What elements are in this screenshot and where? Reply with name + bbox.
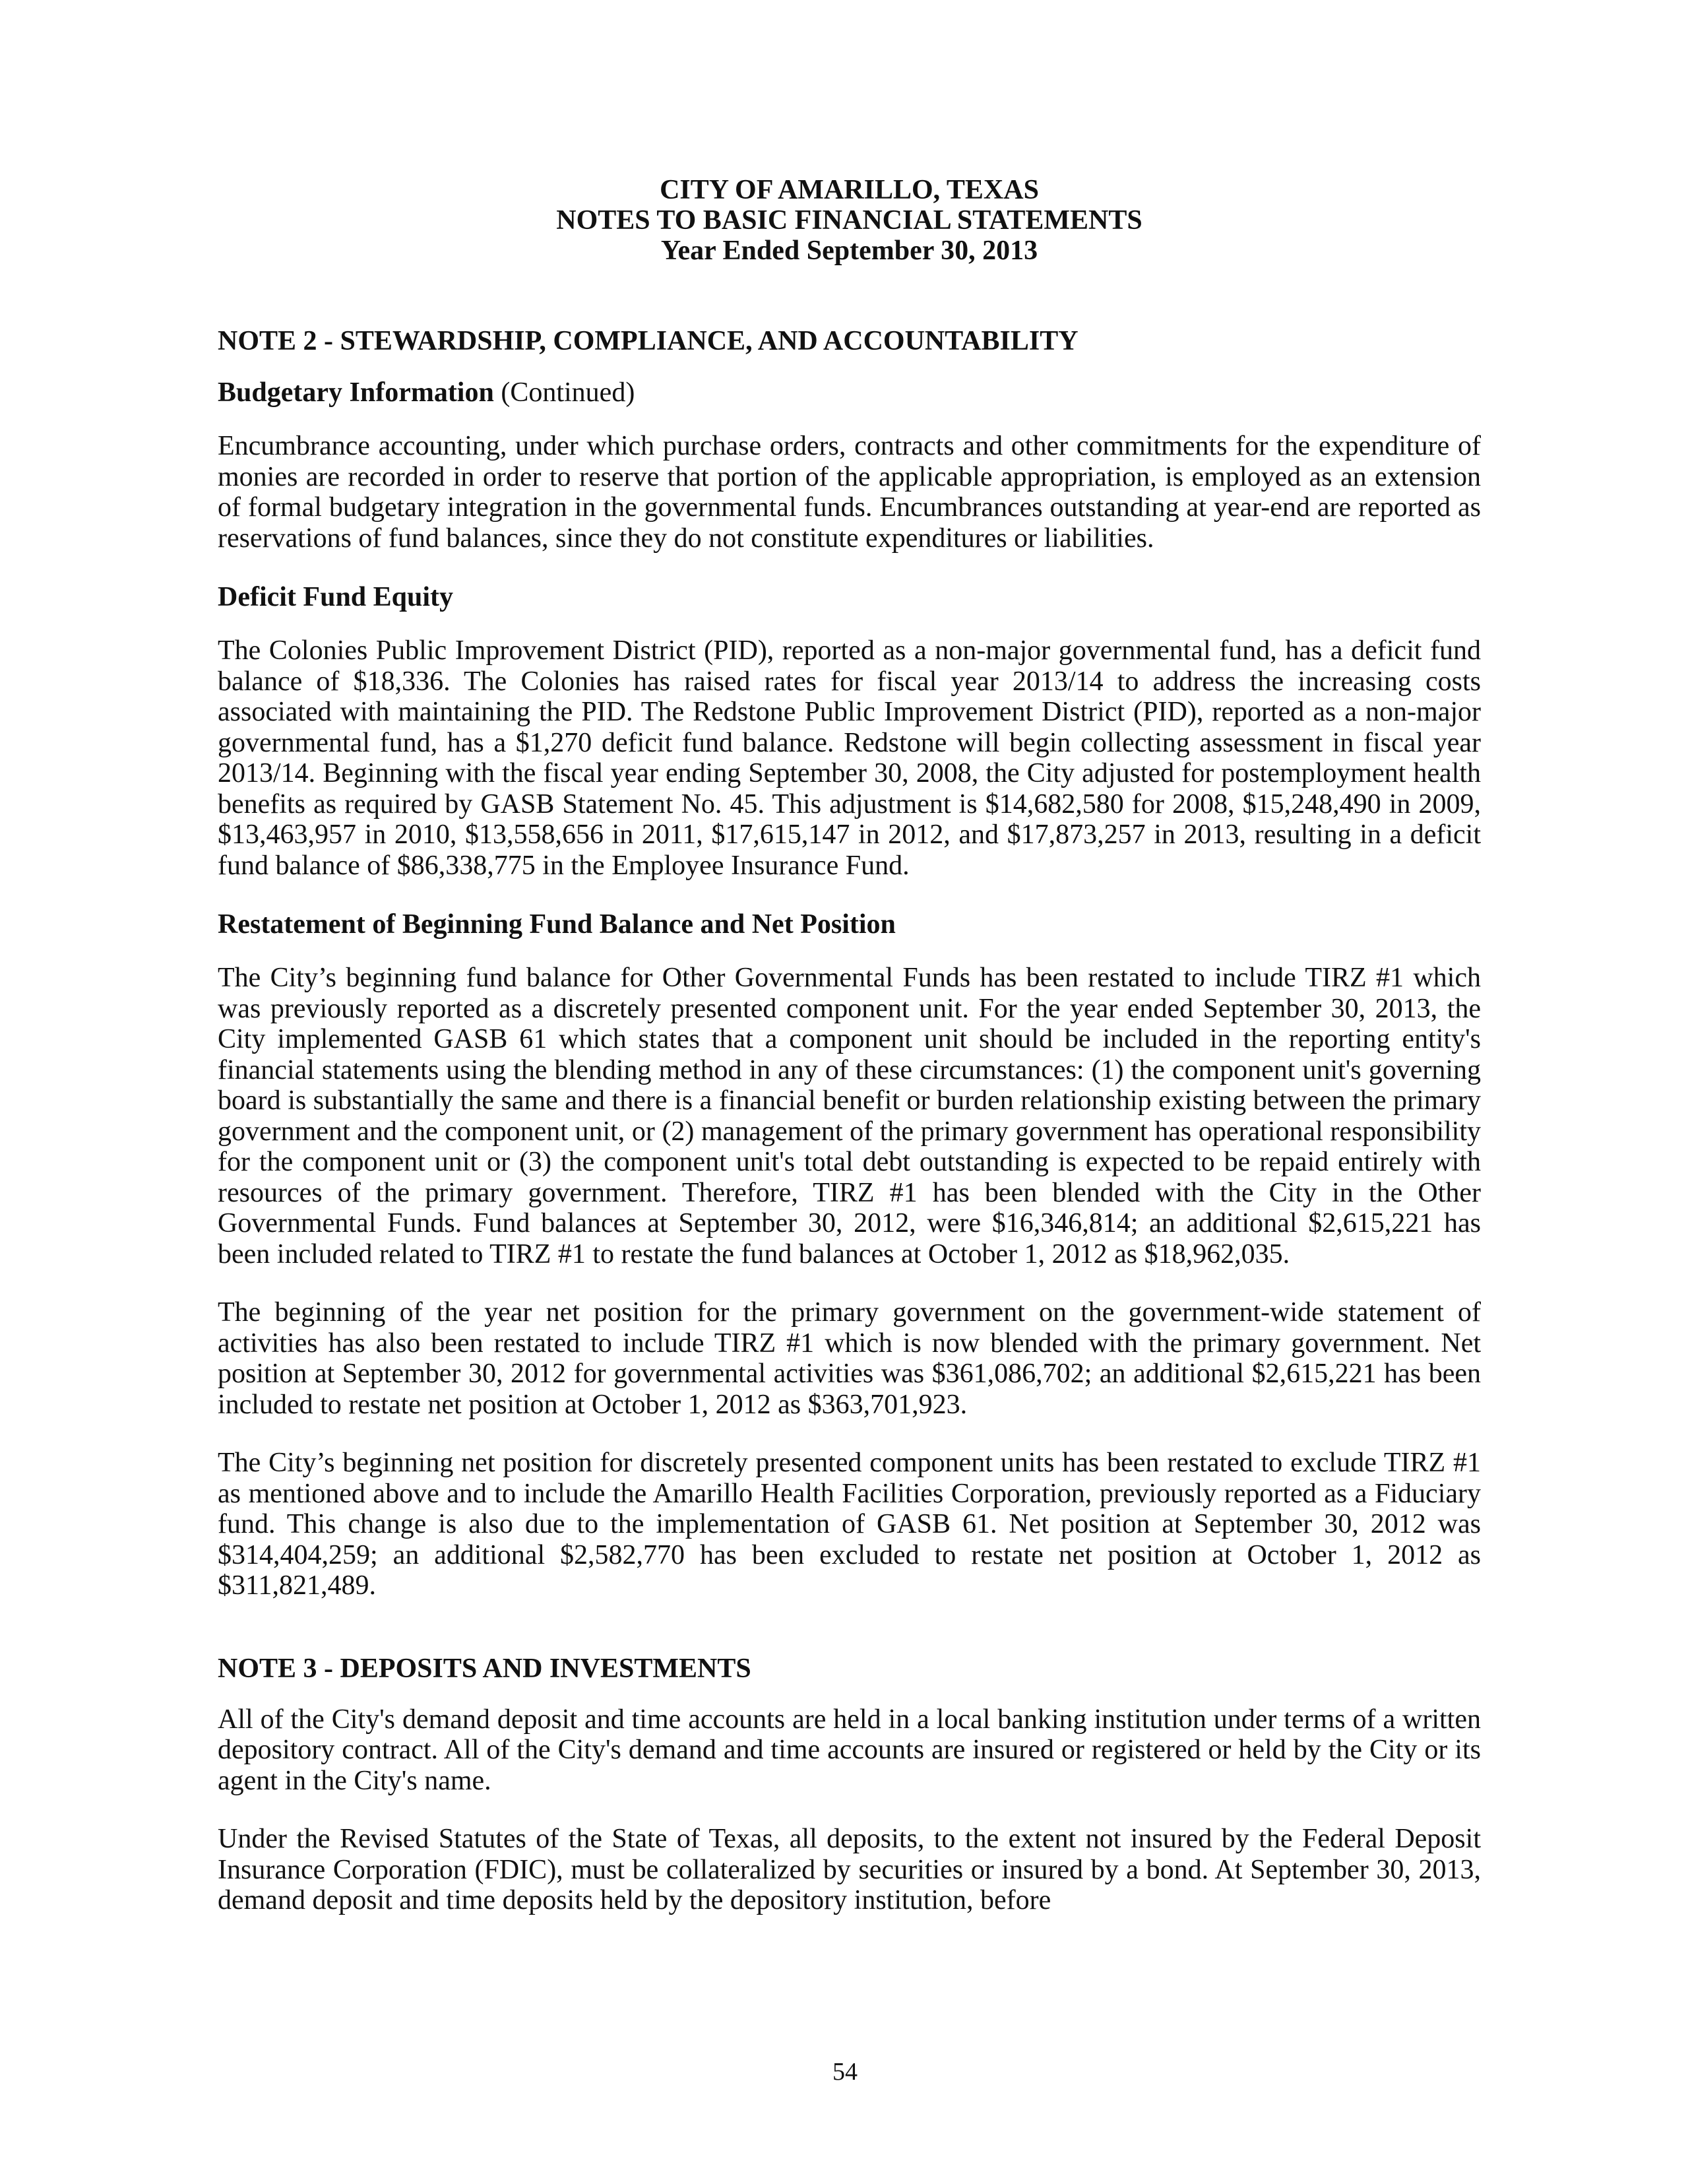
restatement-paragraph-1: The City’s beginning fund balance for Other Governmental Funds has been restated to include TIRZ #1 which was previously reported as a discretely presented component unit. For the year ended September 30, 2013, the City implemented GASB 61 which states that a component unit should be included in the reporting entity's financial statements using the blending method in any of these circumstances: (1) the component unit's governing board is substantially the same and there is a financial benefit or burden relationship existing between the primary government and the component unit, or (2) management of the primary government has operational responsibility for the component unit or (3) the component unit's total debt outstanding is expected to be repaid entirely with resources of the primary government. Therefore, TIRZ #1 has been blended with the City in the Other Governmental Funds. Fund balances at September 30, 2012, were $16,346,814; an additional $2,615,221 has been included related to TIRZ #1 to restate the fund balances at October 1, 2012 as $18,962,035. — [218, 963, 1481, 1269]
deficit-paragraph: The Colonies Public Improvement District (PID), reported as a non-major governmental fund, has a deficit fund balance of $18,336. The Colonies has raised rates for fiscal year 2013/14 to address the increasing costs associated with maintaining the PID. The Redstone Public Improvement District (PID), reported as a non-major governmental fund, has a $1,270 deficit fund balance. Redstone will begin collecting assessment in fiscal year 2013/14. Beginning with the fiscal year ending September 30, 2008, the City adjusted for postemployment health benefits as required by GASB Statement No. 45. This adjustment is $14,682,580 for 2008, $15,248,490 in 2009, $13,463,957 in 2010, $13,558,656 in 2011, $17,615,147 in 2012, and $17,873,257 in 2013, resulting in a deficit fund balance of $86,338,775 in the Employee Insurance Fund. — [218, 635, 1481, 881]
continued-label: (Continued) — [501, 377, 635, 408]
note-2-title: NOTE 2 - STEWARDSHIP, COMPLIANCE, AND ACCOUNTABILITY — [218, 326, 1079, 356]
budgetary-paragraph: Encumbrance accounting, under which purchase orders, contracts and other commitments for the expenditure of monies are recorded in order to reserve that portion of the applicable appropriation, is employed as an extension of formal budgetary integration in the governmental funds. Encumbrances outstanding at year-end are reported as reservations of fund balances, since they do not constitute expenditures or liabilities. — [218, 431, 1481, 554]
note-2-section — [218, 325, 1481, 1601]
header-title: NOTES TO BASIC FINANCIAL STATEMENTS — [556, 205, 1142, 236]
deficit-fund-equity-heading: Deficit Fund Equity — [218, 582, 454, 612]
restatement-paragraph-2: The beginning of the year net position for the primary government on the government-wide statement of activities has also been restated to include TIRZ #1 which is now blended with the primary government. Net position at September 30, 2012 for governmental activities was $361,086,702; an additional $2,615,221 has been included to restate net position at October 1, 2012 as $363,701,923. — [218, 1297, 1481, 1420]
note-3-section — [218, 1653, 1481, 1916]
header-entity: CITY OF AMARILLO, TEXAS — [660, 175, 1039, 205]
restatement-heading: Restatement of Beginning Fund Balance and Net Position — [218, 909, 896, 940]
deposits-paragraph-2: Under the Revised Statutes of the State of Texas, all deposits, to the extent not insured by the Federal Deposit Insurance Corporation (FDIC), must be collateralized by securities or insured by a bond. At September 30, 2013, demand deposit and time deposits held by the depository institution, before — [218, 1824, 1481, 1915]
budgetary-heading-text: Budgetary Information — [218, 377, 494, 408]
restatement-paragraph-3: The City’s beginning net position for discretely presented component units has been restated to exclude TIRZ #1 as mentioned above and to include the Amarillo Health Facilities Corporation, previously reported as a Fiduciary fund. This change is also due to the implementation of GASB 61. Net position at September 30, 2012 was $314,404,259; an additional $2,582,770 has been excluded to restate net position at October 1, 2012 as $311,821,489. — [218, 1448, 1481, 1601]
note-3-title: NOTE 3 - DEPOSITS AND INVESTMENTS — [218, 1653, 751, 1684]
budgetary-information-heading — [218, 377, 1481, 408]
header-period: Year Ended September 30, 2013 — [660, 236, 1038, 266]
document-header — [218, 175, 1481, 266]
deposits-paragraph-1: All of the City's demand deposit and time accounts are held in a local banking institution under terms of a written depository contract. All of the City's demand and time accounts are insured or registered or held by the City or its agent in the City's name. — [218, 1704, 1481, 1796]
page-number: 54 — [832, 2058, 858, 2086]
document-page — [218, 175, 1481, 1944]
